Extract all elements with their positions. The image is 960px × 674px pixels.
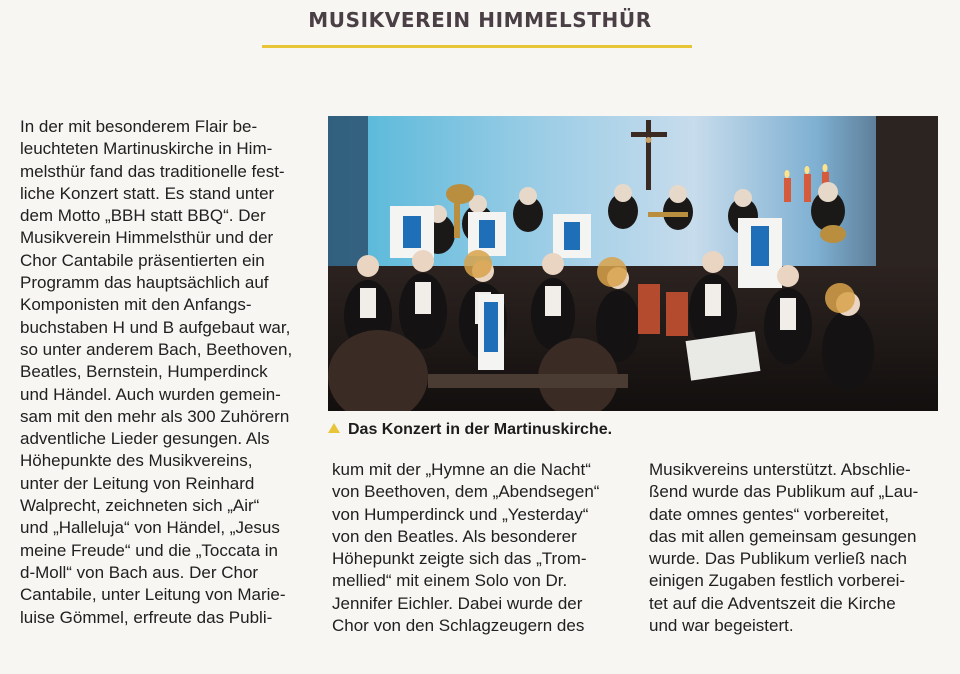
article-column-right: Musikvereins unterstützt. Abschlie- ßend wurde das Publikum auf „Lau- date omnes gentes“ vorbereitet, das mit allen gemeinsam gesungen wurde. Das Publikum verließ nach einigen Zugaben festlich vorberei- tet auf die Adventszeit die Kirche und war begeistert. [649,460,919,636]
article-column-middle: kum mit der „Hymne an die Nacht“ von Beethoven, dem „Abendsegen“ von Humperdinck und „Yesterday“ von den Beatles. Als besonderer Höhepunkt zeigte sich das „Trom- mellied“ mit einem Solo von Dr. Jennifer Eichler. Dabei wurde der Chor von den Schlagzeugern des [332,460,600,636]
article-column-left: In der mit besonderem Flair be- leuchteten Martinuskirche in Him- melsthür fand das traditionelle fest- liche Konzert statt. Es stand unter dem Motto „BBH statt BBQ“. Der Musikverein Himmelsthür und der Chor Cantabile präsentierten ein Programm das hauptsächlich auf Komponisten mit den Anfangs- buchstaben H und B aufgebaut war, so unter anderem Bach, Beethoven, Beatles, Bernstein, Humperdinck und Händel. Auch wurden gemein- sam mit den mehr als 300 Zuhörern adventliche Lieder gesungen. Als Höhepunkte des Musikvereins, unter der Leitung von Reinhard Walprecht, zeichneten sich „Air“ und „Halleluja“ von Händel, „Jesus meine Freude“ und die „Toccata in d-Moll“ von Bach aus. Der Chor Cantabile, unter Leitung von Marie- luise Gömmel, erfreute das Publi- [20,117,293,627]
headline-underline [262,45,692,48]
photo-caption-text: Das Konzert in der Martinuskirche. [348,421,613,438]
triangle-up-icon [328,423,340,433]
concert-photo [328,116,938,411]
article-headline: MUSIKVEREIN HIMMELSTHÜR [308,8,652,32]
photo-caption [328,421,938,439]
musikverein-banner [478,294,504,370]
